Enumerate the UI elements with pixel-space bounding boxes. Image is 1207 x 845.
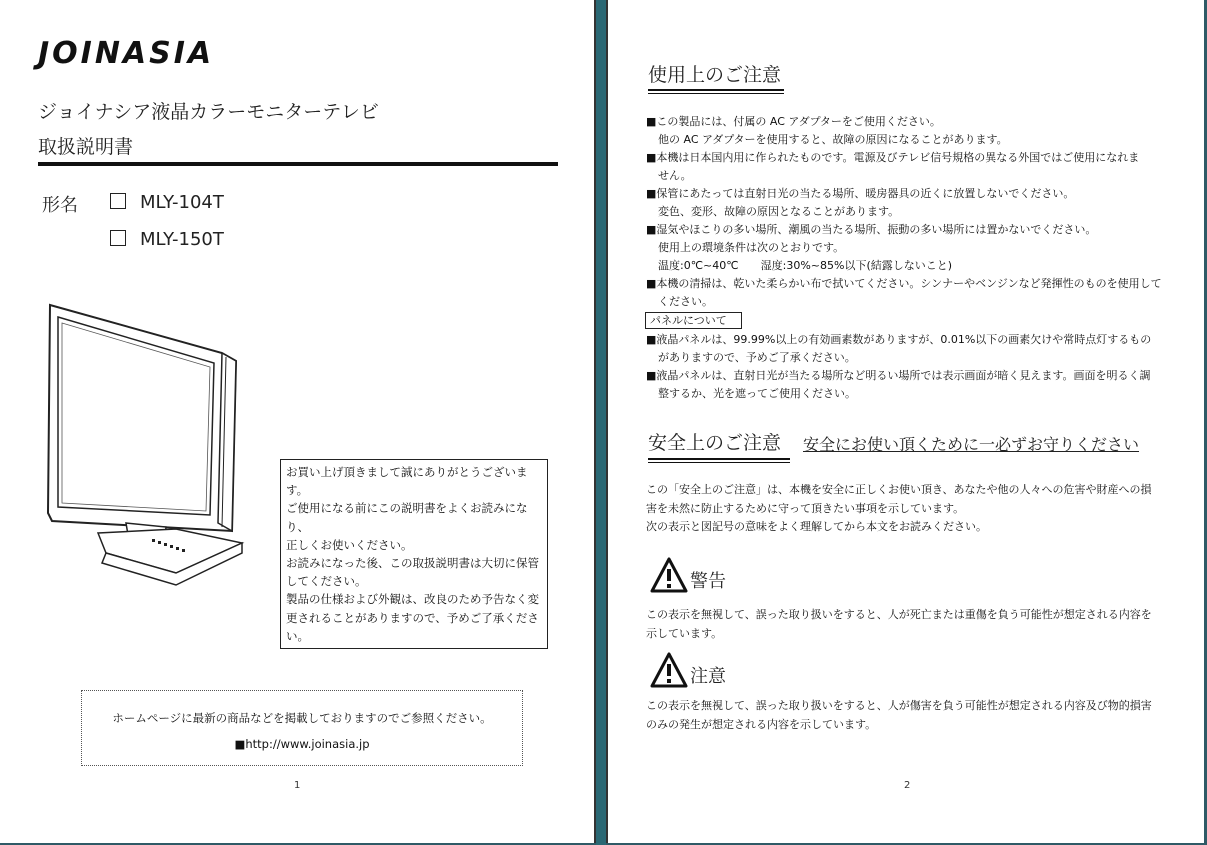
list-item: ■液晶パネルは、99.99%以上の有効画素数がありますが、0.01%以下の画素欠けや常時点灯するもの (646, 333, 1152, 346)
caution-heading (650, 652, 726, 688)
warning-triangle-icon (650, 557, 688, 593)
title-rule (38, 162, 558, 166)
notice-line: 更されることがありますので、予めご了承ください。 (286, 610, 539, 643)
text-line: 害を未然に防止するために守って頂きたい事項を示しています。 (646, 501, 965, 515)
notice-line: ご使用になる前にこの説明書をよくお読みになり、 (286, 501, 528, 534)
text-line: この表示を無視して、誤った取り扱いをすると、人が傷害を負う可能性が想定される内容及び物的損害 (646, 699, 1152, 712)
safety-subtitle: 安全にお使い頂くために一必ずお守りください (803, 435, 1140, 454)
checkbox-model-2[interactable] (110, 230, 126, 246)
brand-logo: JOINASIA (38, 36, 215, 71)
list-item: ■この製品には、付属の AC アダプターをご使用ください。 (646, 115, 941, 128)
checkbox-model-1[interactable] (110, 193, 126, 209)
text-line: 次の表示と図記号の意味をよく理解してから本文をお読みください。 (646, 520, 987, 533)
notice-line: 製品の仕様および外観は、改良のため予告なく変 (286, 592, 539, 607)
warning-text (646, 606, 1176, 643)
caution-text (646, 697, 1176, 734)
notice-line: してください。 (286, 574, 367, 589)
text-line: のみの発生が想定される内容を示しています。 (646, 717, 877, 731)
model-label: 形名 (42, 195, 78, 216)
page-number: 1 (294, 780, 301, 791)
list-item: 変色、変形、故障の原因となることがあります。 (658, 205, 900, 218)
safety-heading: 安全上のご注意 (648, 432, 782, 454)
monitor-illustration (46, 303, 246, 593)
warning-label: 警告 (690, 571, 726, 592)
safety-intro (646, 481, 1176, 537)
page-number: 2 (904, 780, 911, 791)
list-item: ■保管にあたっては直射日光の当たる場所、暖房器具の近くに放置しないでください。 (646, 187, 1075, 200)
text-line: 示しています。 (646, 626, 723, 640)
notice-line: 正しくお使いください。 (286, 537, 413, 552)
list-item: せん。 (658, 169, 692, 182)
homepage-text: ホームページに最新の商品などを掲載しておりますのでご参照ください。 (112, 711, 492, 725)
page-gutter (596, 0, 606, 845)
panel-section-tag: パネルについて (645, 312, 742, 329)
page-1 (0, 0, 596, 843)
greeting-notice (280, 459, 548, 649)
text-line: この「安全上のご注意」は、本機を安全に正しくお使い頂き、あなたや他の人々への危害や財産への損 (646, 483, 1152, 496)
page-2 (606, 0, 1204, 843)
caution-label: 注意 (690, 666, 726, 687)
warning-heading (650, 557, 726, 593)
text-line: この表示を無視して、誤った取り扱いをすると、人が死亡または重傷を負う可能性が想定される内容を (646, 608, 1152, 621)
heading-underline (648, 458, 790, 463)
heading-underline (648, 89, 784, 94)
usage-list (646, 113, 1176, 403)
list-item: 温度:0℃~40℃ 湿度:30%~85%以下(結露しないこと) (658, 259, 953, 272)
manual-title: 取扱説明書 (38, 136, 134, 158)
list-item: ください。 (658, 295, 713, 308)
list-item: ■湿気やほこりの多い場所、潮風の当たる場所、振動の多い場所には置かないでください。 (646, 223, 1097, 236)
homepage-url-link[interactable]: ■http://www.joinasia.jp (234, 737, 370, 751)
caution-triangle-icon (650, 652, 688, 688)
usage-heading: 使用上のご注意 (648, 64, 782, 86)
list-item: がありますので、予めご了承ください。 (658, 351, 856, 364)
list-item: 整するか、光を遮ってご使用ください。 (658, 387, 856, 400)
notice-line: お読みになった後、この取扱説明書は大切に保管 (286, 556, 539, 571)
list-item: 使用上の環境条件は次のとおりです。 (658, 241, 845, 254)
list-item: 他の AC アダプターを使用すると、故障の原因になることがあります。 (658, 133, 1008, 146)
list-item: ■本機の清掃は、乾いた柔らかい布で拭いてください。シンナーやベンジンなど発揮性のものを使用して (646, 277, 1162, 290)
list-item: ■本機は日本国内用に作られたものです。電源及びテレビ信号規格の異なる外国ではご使用になれま (646, 151, 1140, 164)
homepage-box (81, 690, 523, 766)
notice-line: お買い上げ頂きまして誠にありがとうございます。 (286, 465, 528, 498)
model-option-2[interactable]: MLY-150T (110, 229, 224, 250)
product-title: ジョイナシア液晶カラーモニターテレビ (38, 101, 379, 123)
model-option-1[interactable]: MLY-104T (110, 192, 224, 213)
list-item: ■液晶パネルは、直射日光が当たる場所など明るい場所では表示画面が暗く見えます。画面を明るく調 (646, 369, 1151, 382)
